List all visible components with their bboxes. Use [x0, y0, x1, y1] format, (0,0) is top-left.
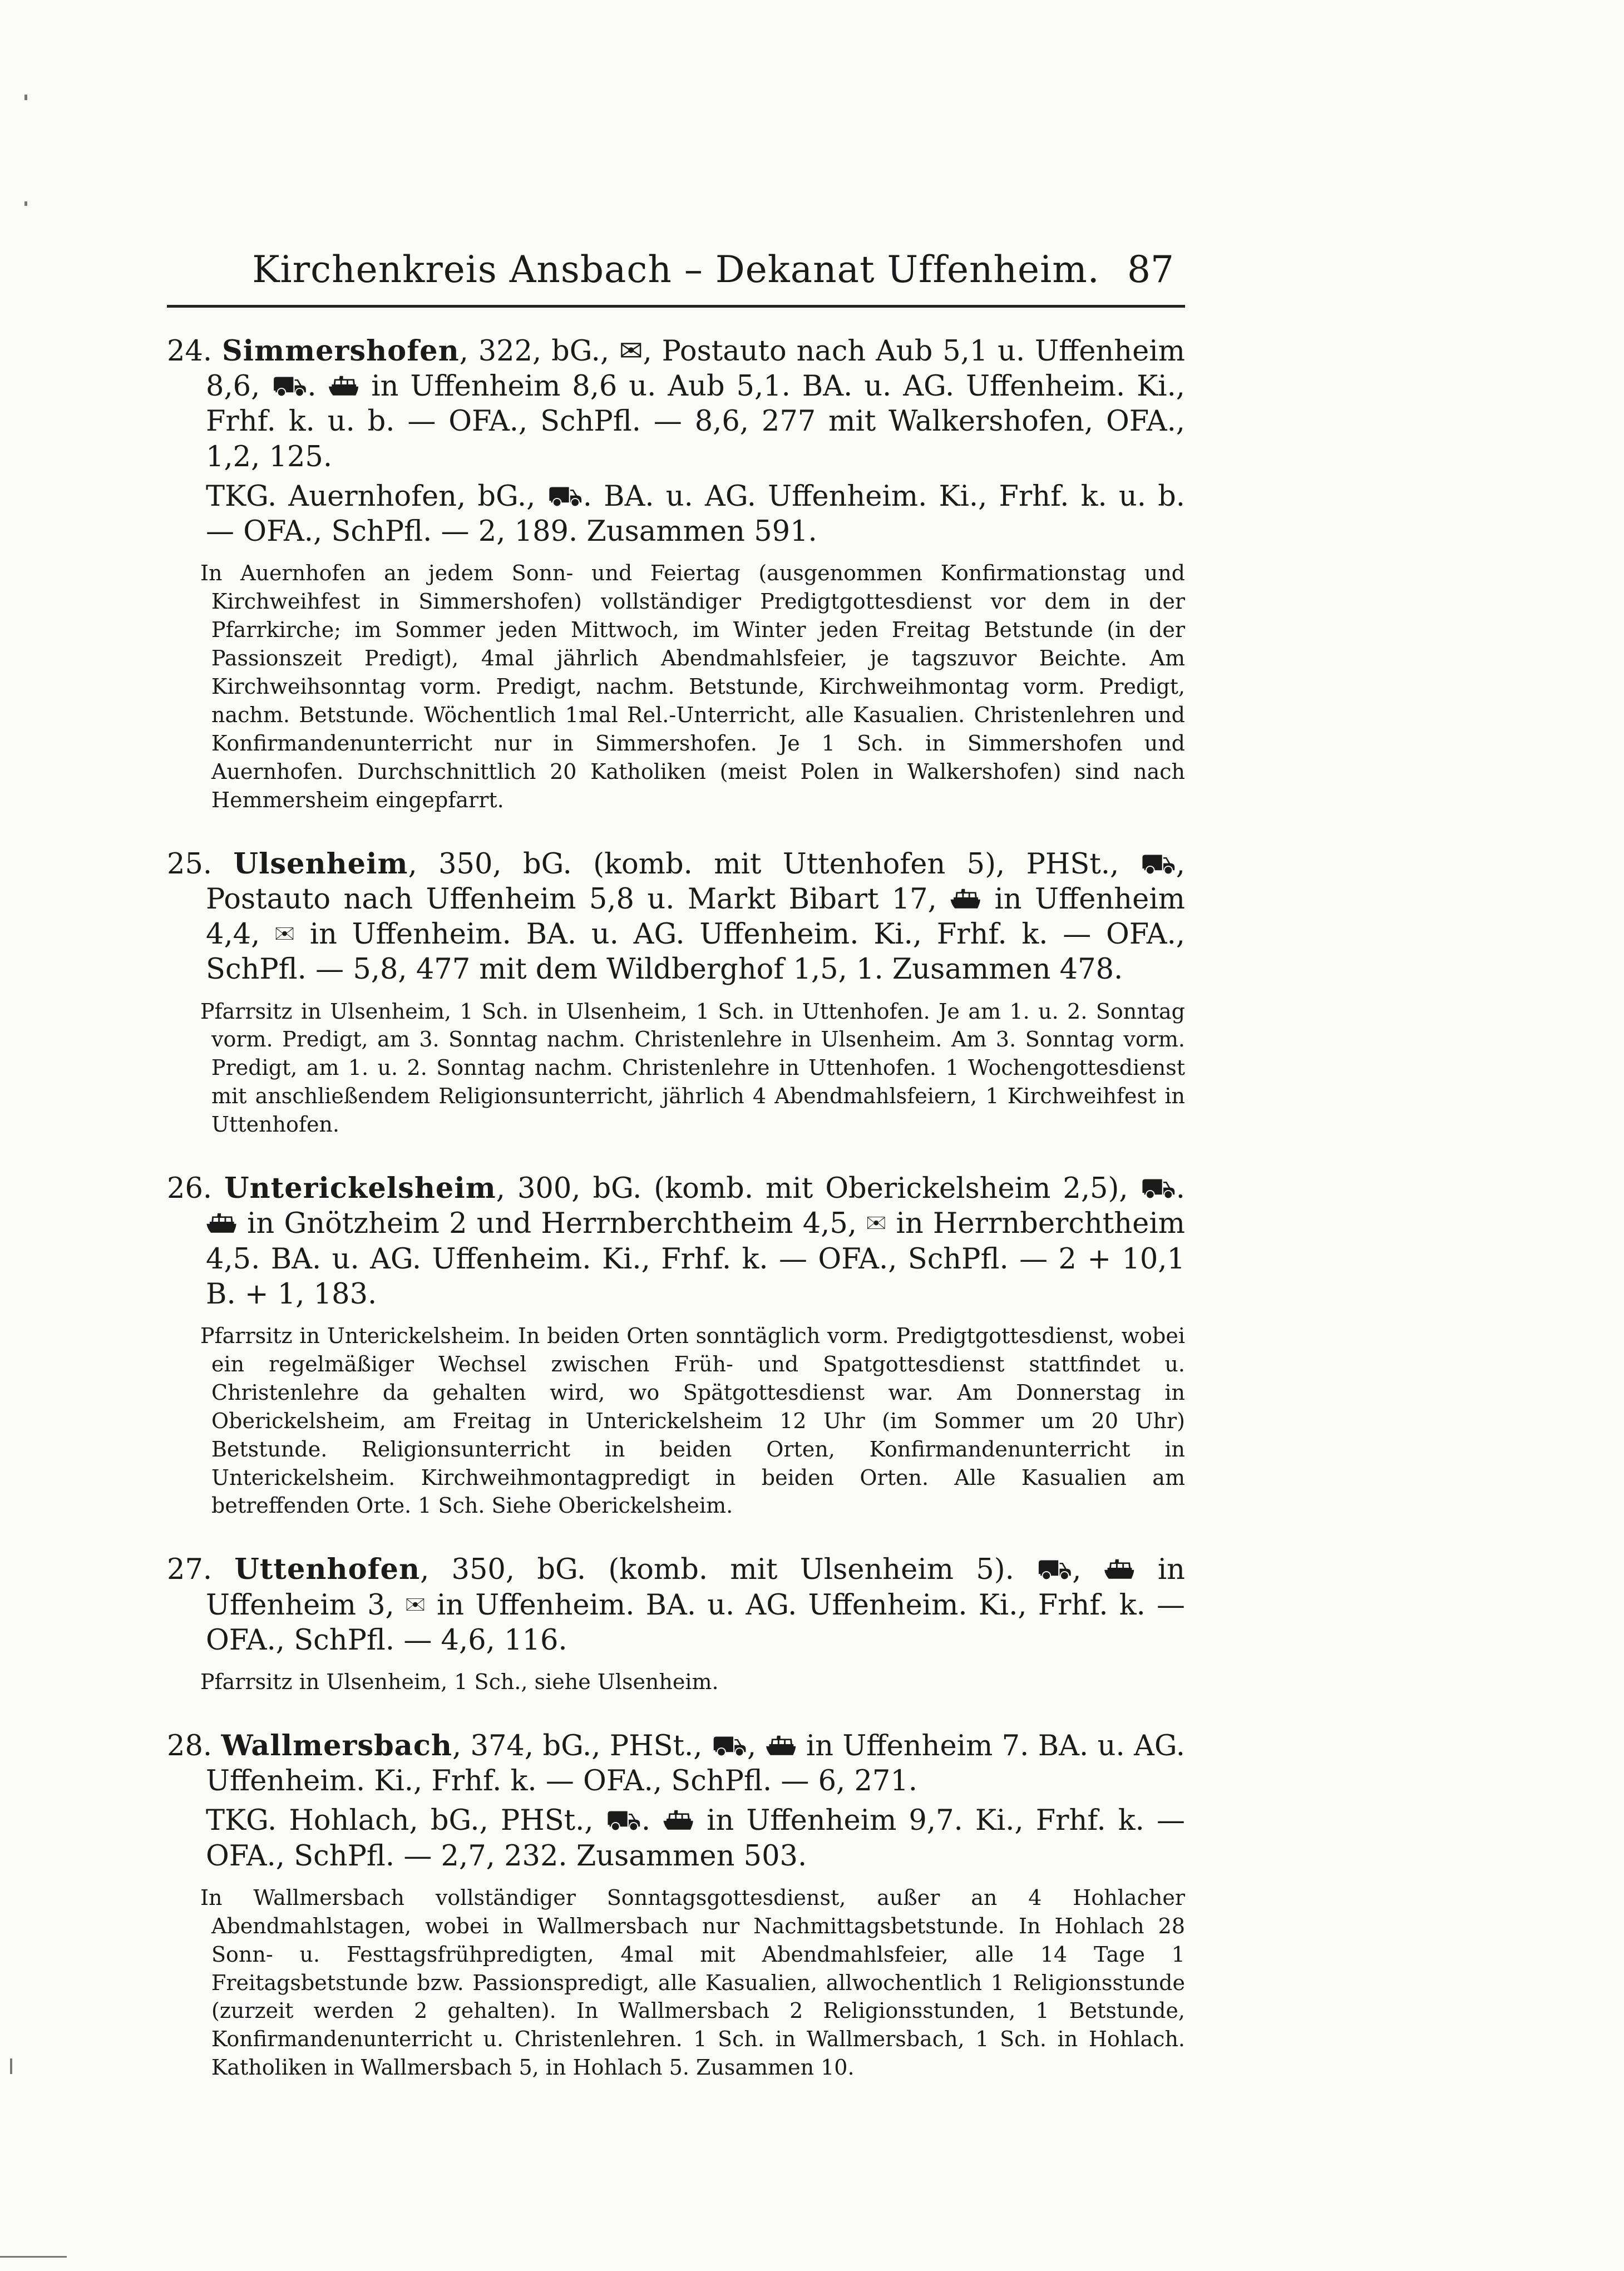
entry-simmershofen	[167, 334, 1185, 814]
entry-name: Uttenhofen	[234, 1553, 421, 1587]
scan-mark	[10, 2058, 12, 2074]
entry-name: Ulsenheim	[233, 847, 408, 881]
header-title: Kirchenkreis Ansbach – Dekanat Uffenheim.	[252, 248, 1100, 291]
scan-mark	[24, 201, 27, 206]
entry-details: , 350, bG. (komb. mit Uttenhofen 5), PHSt., ⛟, Postauto nach Uffenheim 5,8 u. Markt Bibart 17, ⛴ in Uffenheim 4,4, ✉ in Uffenheim. BA. u. AG. Uffenheim. Ki., Frhf. k. — OFA., SchPfl. — 5,8, 477 mit dem Wildberghof 1,5, 1. Zusammen 478.	[206, 847, 1185, 986]
entry-note: In Wallmersbach vollständiger Sonntagsgottesdienst, außer an 4 Hohlacher Abendmahlstagen, wobei in Wallmersbach nur Nachmittagsbetstunde. In Hohlach 28 Sonn- u. Festtagsfrühpredigten, 4mal mit Abendmahlsfeier, alle 14 Tage 1 Freitagsbetstunde bzw. Passionspredigt, alle Kasualien, allwochentlich 1 Religionsstunde (zurzeit werden 2 gehalten). In Wallmersbach 2 Religionsstunden, 1 Betstunde, Konfirmandenunterricht u. Christenlehren. 1 Sch. in Wallmersbach, 1 Sch. in Hohlach. Katholiken in Wallmersbach 5, in Hohlach 5. Zusammen 10.	[200, 1885, 1185, 2080]
entry-filial: TKG. Auernhofen, bG., ⛟. BA. u. AG. Uffenheim. Ki., Frhf. k. u. b. — OFA., SchPfl. — 2, 189. Zusammen 591.	[206, 480, 1185, 549]
scan-mark	[0, 2256, 67, 2258]
entry-number: 28.	[167, 1729, 213, 1763]
entry-name: Simmershofen	[221, 334, 460, 368]
entry-details: , 300, bG. (komb. mit Oberickelsheim 2,5), ⛟. ⛴ in Gnötzheim 2 und Herrnberchtheim 4,5, ✉ in Herrnberchtheim 4,5. BA. u. AG. Uffenheim. Ki., Frhf. k. — OFA., SchPfl. — 2 + 10,1 B. + 1, 183.	[206, 1172, 1185, 1311]
entry-number: 24.	[167, 335, 213, 368]
entry-details: , 374, bG., PHSt., ⛟, ⛴ in Uffenheim 7. BA. u. AG. Uffenheim. Ki., Frhf. k. — OFA., SchPfl. — 6, 271.	[206, 1729, 1185, 1798]
entry-details: , 350, bG. (komb. mit Ulsenheim 5). ⛟, ⛴ in Uffenheim 3, ✉ in Uffenheim. BA. u. AG. Uffenheim. Ki., Frhf. k. —OFA., SchPfl. — 4,6, 116.	[206, 1553, 1185, 1657]
entry-main	[167, 334, 1185, 549]
entry-filial: TKG. Hohlach, bG., PHSt., ⛟. ⛴ in Uffenheim 9,7. Ki., Frhf. k. — OFA., SchPfl. — 2,7, 232. Zusammen 503.	[206, 1804, 1185, 1873]
entry-main	[167, 847, 1185, 988]
entry-name: Unterickelsheim	[224, 1172, 496, 1206]
entry-number: 26.	[167, 1172, 213, 1206]
entry-number: 27.	[167, 1553, 213, 1587]
entry-uttenhofen	[167, 1552, 1185, 1696]
entry-unterickelsheim	[167, 1171, 1185, 1520]
entry-note: Pfarrsitz in Ulsenheim, 1 Sch. in Ulsenheim, 1 Sch. in Uttenhofen. Je am 1. u. 2. Sonntag vorm. Predigt, am 3. Sonntag nachm. Christenlehre in Ulsenheim. Am 3. Sonntag vorm. Predigt, am 1. u. 2. Sonntag nachm. Christenlehre in Uttenhofen. 1 Wochengottesdienst mit anschließendem Religionsunterricht, jährlich 4 Abendmahlsfeiern, 1 Kirchweihfest in Uttenhofen.	[200, 999, 1185, 1137]
entry-main	[167, 1171, 1185, 1312]
entry-wallmersbach	[167, 1729, 1185, 2082]
book-page	[167, 0, 1185, 2271]
entry-number: 25.	[167, 847, 213, 881]
running-header	[167, 233, 1185, 308]
entry-main	[167, 1729, 1185, 1874]
entry-main	[167, 1552, 1185, 1658]
page-number: 87	[1127, 248, 1174, 291]
entry-note: In Auernhofen an jedem Sonn- und Feiertag (ausgenommen Konfirmationstag und Kirchweihfest in Simmershofen) vollständiger Predigtgottesdienst vor dem in der Pfarrkirche; im Sommer jeden Mittwoch, im Winter jeden Freitag Betstunde (in der Passionszeit Predigt), 4mal jährlich Abendmahlsfeier, je tagszuvor Beichte. Am Kirchweihsonntag vorm. Predigt, nachm. Betstunde, Kirchweihmontag vorm. Predigt, nachm. Betstunde. Wöchentlich 1mal Rel.-Unterricht, alle Kasualien. Christenlehren und Konfirmandenunterricht nur in Simmershofen. Je 1 Sch. in Simmershofen und Auernhofen. Durchschnittlich 20 Katholiken (meist Polen in Walkershofen) sind nach Hemmersheim eingepfarrt.	[200, 561, 1185, 812]
entry-ulsenheim	[167, 847, 1185, 1139]
entry-details: , 322, bG., ✉, Postauto nach Aub 5,1 u. Uffenheim 8,6, ⛟. ⛴ in Uffenheim 8,6 u. Aub 5,1. BA. u. AG. Uffenheim. Ki., Frhf. k. u. b. — OFA., SchPfl. — 8,6, 277 mit Walkershofen, OFA., 1,2, 125.	[206, 335, 1185, 473]
entry-note: Pfarrsitz in Unterickelsheim. In beiden Orten sonntäglich vorm. Predigtgottesdienst, wobei ein regelmäßiger Wechsel zwischen Früh- und Spatgottesdienst stattfindet u. Christenlehre da gehalten wird, wo Spätgottesdienst war. Am Donnerstag in Oberickelsheim, am Freitag in Unterickelsheim 12 Uhr (im Sommer um 20 Uhr) Betstunde. Religionsunterricht in beiden Orten, Konfirmandenunterricht in Unterickelsheim. Kirchweihmontagpredigt in beiden Orten. Alle Kasualien am betreffenden Orte. 1 Sch. Siehe Oberickelsheim.	[200, 1323, 1185, 1518]
scan-mark	[24, 95, 27, 100]
entry-note: Pfarrsitz in Ulsenheim, 1 Sch., siehe Ulsenheim.	[200, 1670, 719, 1695]
entry-list	[167, 334, 1185, 2114]
entry-name: Wallmersbach	[221, 1729, 452, 1763]
